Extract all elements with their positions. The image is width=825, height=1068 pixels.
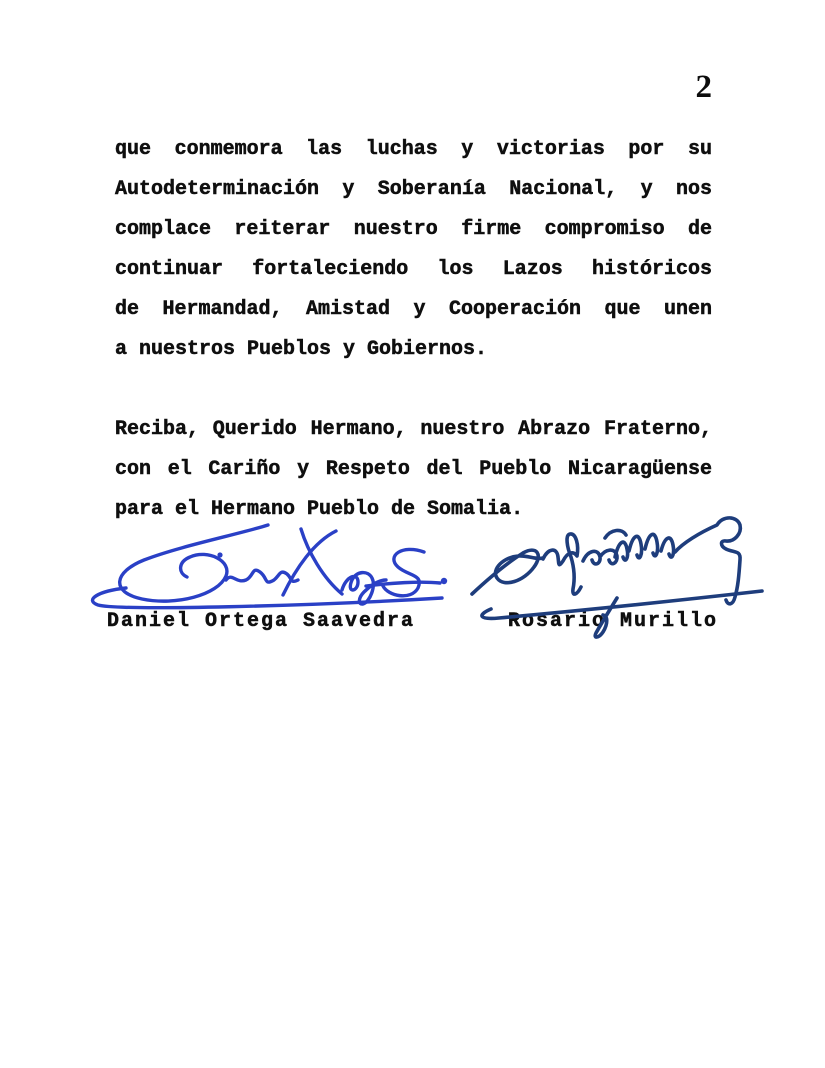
murillo-a-s-loops-stroke xyxy=(583,550,617,564)
signatory-name-daniel-ortega: Daniel Ortega Saavedra xyxy=(107,610,416,633)
paragraph-1-line-6: a nuestros Pueblos y Gobiernos. xyxy=(115,338,488,361)
paragraph-2-line-2: con el Cariño y Respeto del Pueblo Nicaragüense xyxy=(115,458,712,481)
page-number: 2 xyxy=(695,69,712,105)
ortega-entry-oval-stroke xyxy=(120,525,268,601)
paragraph-2-line-1: Reciba, Querido Hermano, nuestro Abrazo Fraterno, xyxy=(115,418,712,441)
ortega-x-cross-up-stroke xyxy=(283,531,336,595)
ortega-s-underline-stroke xyxy=(366,582,440,586)
paragraph-1-line-5: de Hermandad, Amistad y Cooperación que unen xyxy=(115,298,712,321)
murillo-n-humps-tall-loop-stroke xyxy=(543,534,581,594)
signature-daniel-ortega-strokes xyxy=(93,525,448,608)
ortega-long-underline-stroke xyxy=(93,588,442,608)
paragraph-1-line-3: complace reiterar nuestro firme compromiso de xyxy=(115,218,712,241)
signature-daniel-ortega-icon xyxy=(80,518,455,618)
ortega-period-dot xyxy=(441,578,447,584)
signatory-name-rosario-murillo: Rosario Murillo xyxy=(508,610,719,633)
paragraph-2 xyxy=(115,410,712,530)
ortega-i-dot xyxy=(217,552,222,557)
paragraph-1-line-4: continuar fortaleciendo los Lazos históricos xyxy=(115,258,712,281)
murillo-right-flourish-stroke xyxy=(675,518,740,604)
ortega-ega-squiggle-stroke xyxy=(342,573,386,605)
murillo-tilde-accent-stroke xyxy=(605,530,626,538)
ortega-s-stroke xyxy=(383,549,424,595)
paragraph-1-line-1: que conmemora las luchas y victorias por su xyxy=(115,138,712,161)
murillo-ill-loops-stroke xyxy=(615,534,674,560)
ortega-x-cross-down-stroke xyxy=(301,529,342,594)
paragraph-2-line-3: para el Hermano Pueblo de Somalia. xyxy=(115,498,524,521)
murillo-entry-alpha-loop-stroke xyxy=(472,550,543,594)
paragraph-1 xyxy=(115,130,712,370)
paragraph-1-line-2: Autodeterminación y Soberanía Nacional, y nos xyxy=(115,178,712,201)
ortega-cursive-wave-stroke xyxy=(226,570,298,582)
